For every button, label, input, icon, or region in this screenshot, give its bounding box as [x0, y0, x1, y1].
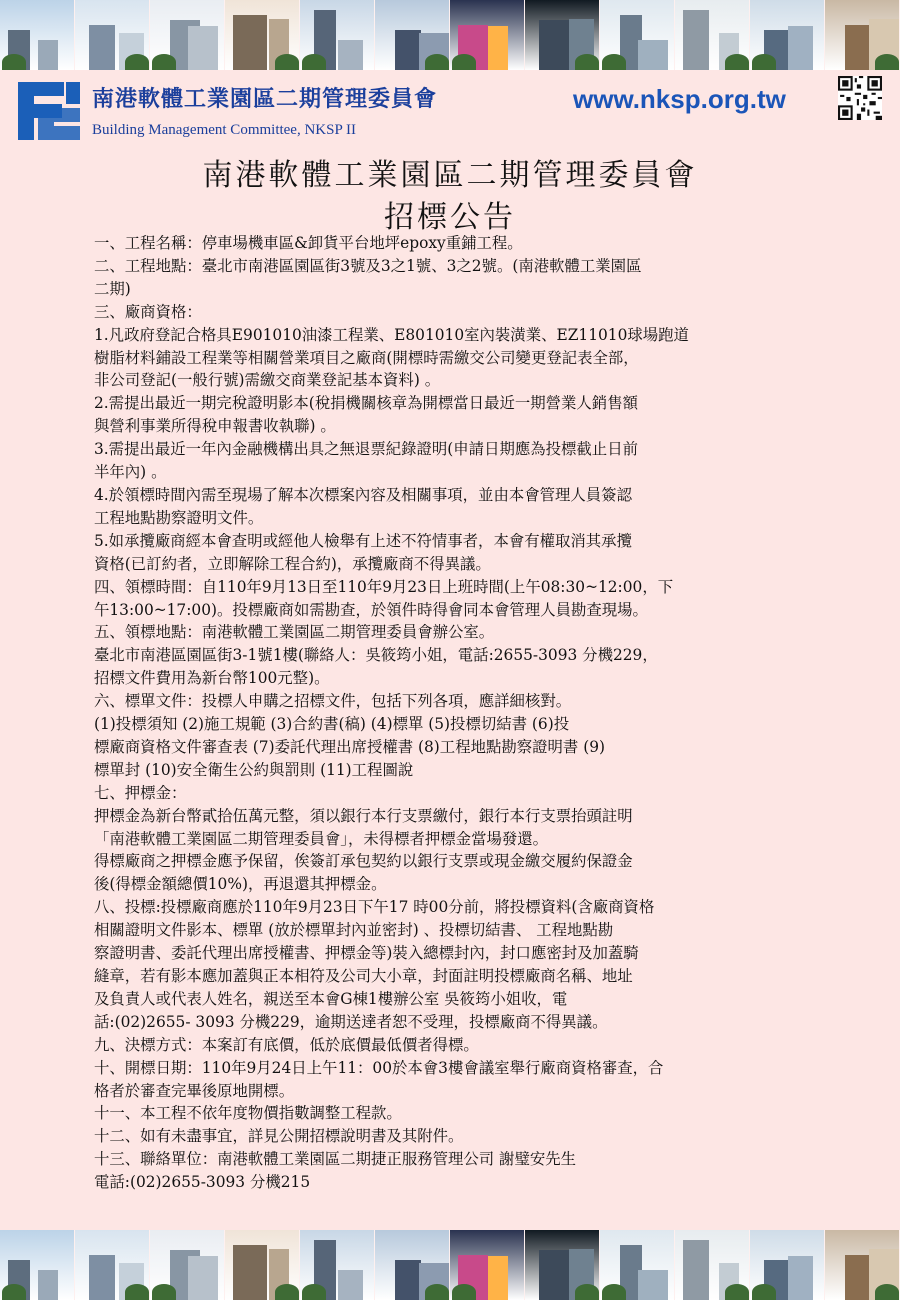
- notice-line: 十二、如有未盡事宜，詳見公開招標說明書及其附件。: [94, 1127, 464, 1146]
- notice-line: 2.需提出最近一期完稅證明影本(稅捐機關核章為開標當日最近一期營業人銷售額: [94, 394, 638, 413]
- notice-line: 押標金為新台幣貳拾伍萬元整，須以銀行本行支票繳付，銀行本行支票抬頭註明: [94, 806, 633, 825]
- org-name-en: Building Management Committee, NKSP II: [92, 122, 357, 138]
- notice-line: 及負責人或代表人姓名，親送至本會G棟1樓辦公室 吳筱筠小姐收，電: [94, 989, 568, 1008]
- letterhead: [0, 70, 900, 150]
- notice-line: 九、決標方式：本案訂有底價，低於底價最低價者得標。: [94, 1035, 479, 1054]
- building-photo: [150, 1230, 225, 1300]
- notice-line: 察證明書、委託代理出席授權書、押標金等)裝入總標封內，封口應密封及加蓋騎: [94, 944, 639, 963]
- notice-body: [94, 232, 816, 1194]
- org-name-zh: 南港軟體工業園區二期管理委員會: [92, 87, 438, 112]
- notice-line: 標廠商資格文件審查表 (7)委託代理出席授權書 (8)工程地點勘察證明書 (9): [94, 737, 606, 756]
- notice-line: 十三、聯絡單位：南港軟體工業園區二期捷正服務管理公司 謝璧安先生: [94, 1150, 577, 1169]
- notice-line: 五、領標地點：南港軟體工業園區二期管理委員會辦公室。: [94, 623, 495, 642]
- notice-line: 得標廠商之押標金應予保留，俟簽訂承包契約以銀行支票或現金繳交履約保證金: [94, 852, 633, 871]
- notice-line: 「南港軟體工業園區二期管理委員會」，未得標者押標金當場發還。: [94, 829, 549, 848]
- notice-line: 3.需提出最近一年內金融機構出具之無退票紀錄證明(申請日期應為投標截止日前: [94, 440, 638, 459]
- building-photo: [600, 0, 675, 70]
- building-photo: [300, 0, 375, 70]
- notice-line: 三、廠商資格：: [94, 302, 202, 321]
- building-photo: [600, 1230, 675, 1300]
- notice-line: 縫章，若有影本應加蓋與正本相符及公司大小章，封面註明投標廠商名稱、地址: [94, 967, 633, 985]
- notice-line: 話:(02)2655- 3093 分機229，逾期送達者恕不受理，投標廠商不得異議。: [94, 1012, 608, 1031]
- notice-line: 八、投標:投標廠商應於110年9月23日下午17 時00分前，將投標資料(含廠商資格: [94, 898, 655, 917]
- notice-line: (1)投標須知 (2)施工規範 (3)合約書(稿) (4)標單 (5)投標切結書 (6)投: [94, 715, 570, 734]
- building-photo: [750, 1230, 825, 1300]
- notice-line: 十、開標日期：110年9月24日上午11：00於本會3樓會議室舉行廠商資格審查，合: [94, 1058, 664, 1077]
- notice-line: 樹脂材料鋪設工程業等相關營業項目之廠商(開標時需繳交公司變更登記表全部，: [94, 348, 639, 367]
- notice-line: 非公司登記(一般行號)需繳交商業登記基本資料) 。: [94, 371, 441, 390]
- notice-line: 十一、本工程不依年度物價指數調整工程款。: [94, 1104, 402, 1123]
- building-photo: [0, 0, 75, 70]
- notice-line: 臺北市南港區園區街3-1號1樓(聯絡人：吳筱筠小姐，電話:2655-3093 分機229，: [94, 646, 658, 665]
- footer-photo-strip: [0, 1230, 900, 1300]
- building-photo: [0, 1230, 75, 1300]
- building-photo: [525, 0, 600, 70]
- building-photo: [300, 1230, 375, 1300]
- notice-line: 四、領標時間：自110年9月13日至110年9月23日上班時間(上午08:30~12:00，下: [94, 577, 674, 596]
- building-photo: [75, 1230, 150, 1300]
- notice-line: 半年內) 。: [94, 463, 167, 482]
- building-photo: [675, 0, 750, 70]
- notice-line: 5.如承攬廠商經本會查明或經他人檢舉有上述不符情事者，本會有權取消其承攬: [94, 531, 632, 550]
- building-photo: [750, 0, 825, 70]
- qr-code-icon: [838, 76, 882, 120]
- building-photo: [375, 0, 450, 70]
- notice-title: 招標公告: [384, 200, 516, 235]
- notice-line: 相關證明文件影本、標單 (放於標單封內並密封) 、投標切結書、 工程地點勘: [94, 921, 614, 940]
- notice-line: 午13:00~17:00)。投標廠商如需勘查，於領件時得會同本會管理人員勘查現場。: [94, 600, 648, 619]
- notice-line: 二期): [94, 279, 131, 298]
- notice-line: 與營利事業所得稅申報書收執聯) 。: [94, 417, 336, 436]
- building-photo: [375, 1230, 450, 1300]
- notice-line: 後(得標金額總價10%)，再退還其押標金。: [94, 875, 387, 894]
- notice-org-title: 南港軟體工業園區二期管理委員會: [202, 158, 698, 193]
- building-photo: [675, 1230, 750, 1300]
- building-photo: [825, 1230, 900, 1300]
- notice-line: 標單封 (10)安全衛生公約與罰則 (11)工程圖說: [94, 760, 414, 779]
- notice-line: 六、標單文件：投標人申購之招標文件，包括下列各項，應詳細核對。: [94, 692, 572, 711]
- notice-line: 1.凡政府登記合格具E901010油漆工程業、E801010室內裝潢業、EZ11010球場跑道: [94, 325, 689, 344]
- notice-line: 二、工程地點：臺北市南港區園區街3號及3之1號、3之2號。(南港軟體工業園區: [94, 256, 642, 275]
- building-photo: [75, 0, 150, 70]
- notice-line: 電話:(02)2655-3093 分機215: [94, 1173, 311, 1192]
- building-photo: [225, 0, 300, 70]
- website-link[interactable]: www.nksp.org.tw: [573, 84, 786, 114]
- notice-line: 招標文件費用為新台幣100元整)。: [94, 669, 330, 688]
- header-photo-strip: [0, 0, 900, 70]
- notice-line: 資格(已訂約者，立即解除工程合約)，承攬廠商不得異議。: [94, 554, 491, 573]
- building-photo: [450, 0, 525, 70]
- building-photo: [150, 0, 225, 70]
- building-photo: [825, 0, 900, 70]
- notice-line: 格者於審查完畢後原地開標。: [94, 1081, 295, 1100]
- nksp-logo-icon: [14, 74, 84, 144]
- building-photo: [225, 1230, 300, 1300]
- building-photo: [525, 1230, 600, 1300]
- notice-line: 七、押標金：: [94, 783, 187, 802]
- notice-line: 4.於領標時間內需至現場了解本次標案內容及相關事項，並由本會管理人員簽認: [94, 485, 632, 504]
- notice-line: 一、工程名稱：停車場機車區&卸貨平台地坪epoxy重鋪工程。: [94, 234, 523, 252]
- building-photo: [450, 1230, 525, 1300]
- notice-line: 工程地點勘察證明文件。: [94, 508, 264, 527]
